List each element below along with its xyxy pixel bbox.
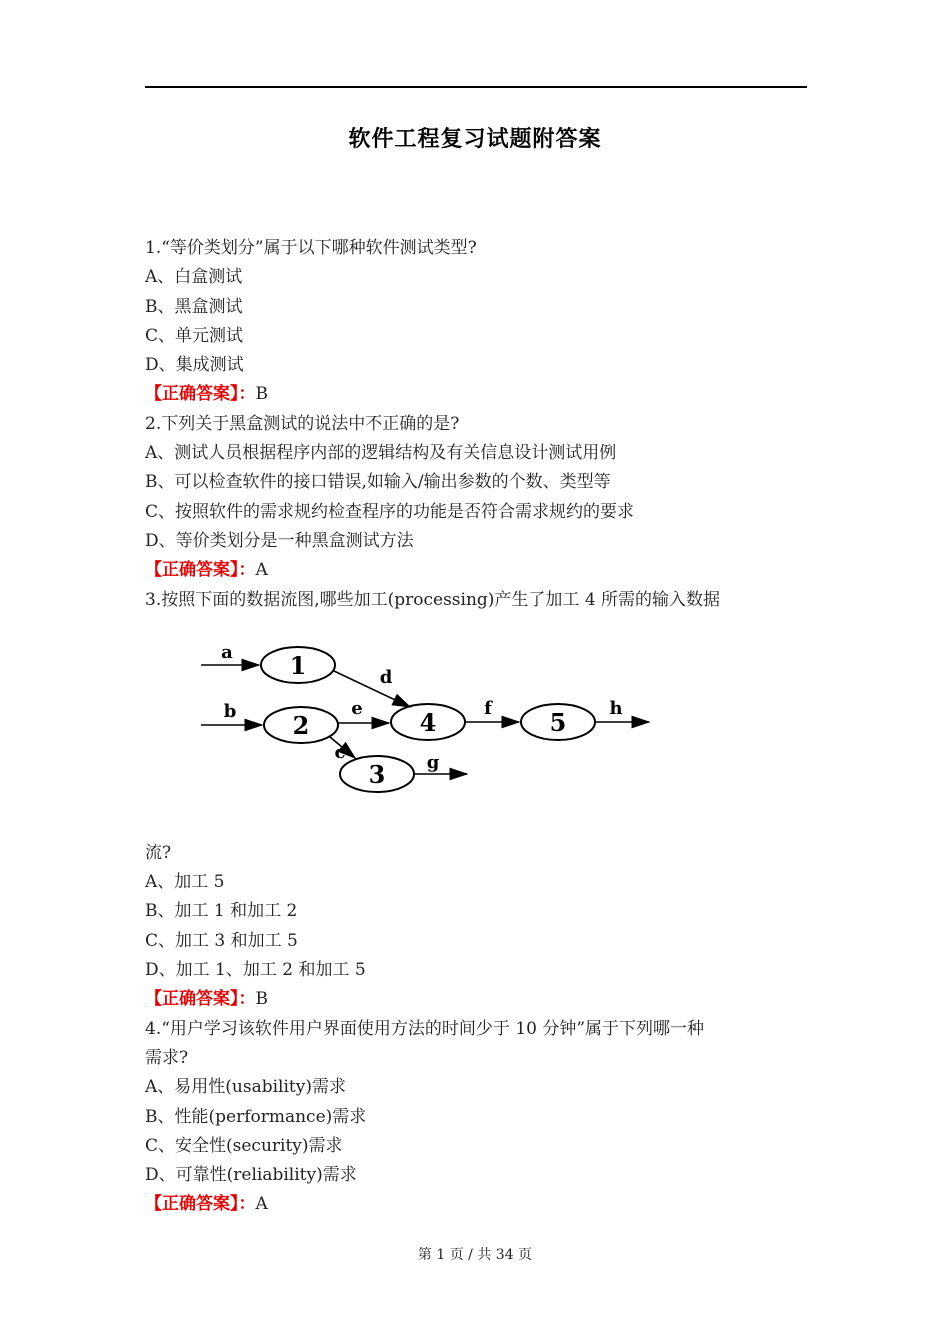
- process-node-5: [521, 704, 595, 740]
- answer-label: 【正确答案】：: [145, 384, 256, 405]
- question-2-option-a: A、测试人员根据程序内部的逻辑结构及有关信息设计测试用例: [145, 443, 617, 464]
- header-rule: [145, 86, 807, 88]
- process-node-4: [391, 704, 465, 740]
- question-3-option-b: B、加工 1 和加工 2: [145, 901, 298, 922]
- answer-value: B: [255, 989, 268, 1010]
- question-3-stem: 3.按照下面的数据流图,哪些加工(processing)产生了加工 4 所需的输入数据: [145, 589, 721, 610]
- question-1-stem: 1.“等价类划分”属于以下哪种软件测试类型?: [145, 238, 477, 258]
- question-4-stem: 4.“用户学习该软件用户界面使用方法的时间少于 10 分钟”属于下列哪一种: [145, 1018, 705, 1039]
- flow-a-label: a: [221, 641, 233, 663]
- question-3-stem-cont: 流?: [145, 842, 172, 863]
- flow-e-label: e: [351, 697, 363, 719]
- flow-b-label: b: [223, 700, 237, 722]
- flow-d-arrow: [334, 671, 410, 707]
- process-node-1: [261, 647, 335, 683]
- question-3-option-a: A、加工 5: [145, 872, 225, 893]
- answer-label: 【正确答案】：: [145, 560, 256, 581]
- question-4-option-c: C、安全性(security)需求: [145, 1135, 343, 1156]
- question-list: [145, 234, 807, 1220]
- process-node-2: [264, 707, 338, 743]
- question-4-option-b: B、性能(performance)需求: [145, 1106, 367, 1127]
- flow-c-label: c: [334, 741, 346, 763]
- question-3-answer: [145, 985, 807, 1014]
- question-2-stem: 2.下列关于黑盒测试的说法中不正确的是?: [145, 413, 460, 434]
- flow-g-label: g: [426, 751, 440, 773]
- question-4-option-a: A、易用性(usability)需求: [145, 1077, 346, 1098]
- question-4-answer: [145, 1190, 807, 1219]
- process-node-5-label: 5: [549, 707, 567, 737]
- question-4-stem-cont: 需求?: [145, 1047, 189, 1068]
- question-1-answer: [145, 380, 807, 409]
- answer-value: A: [255, 1194, 268, 1215]
- data-flow-diagram: [145, 615, 807, 839]
- flow-d-label: d: [379, 666, 393, 688]
- question-1-option-c: C、单元测试: [145, 325, 244, 346]
- flow-h-label: h: [609, 697, 623, 719]
- process-node-3: [340, 756, 414, 792]
- question-1-option-a: A、白盒测试: [145, 267, 243, 288]
- question-3-option-d: D、加工 1、加工 2 和加工 5: [145, 960, 366, 981]
- question-1-option-b: B、黑盒测试: [145, 296, 243, 317]
- answer-label: 【正确答案】：: [145, 1194, 256, 1215]
- answer-value: A: [255, 560, 268, 581]
- question-2-option-b: B、可以检查软件的接口错误,如输入/输出参数的个数、类型等: [145, 472, 611, 493]
- answer-value: B: [255, 384, 268, 405]
- question-2-option-c: C、按照软件的需求规约检查程序的功能是否符合需求规约的要求: [145, 501, 635, 522]
- answer-label: 【正确答案】：: [145, 989, 256, 1010]
- question-1-option-d: D、集成测试: [145, 355, 244, 376]
- document-title: 软件工程复习试题附答案: [348, 127, 602, 152]
- flow-f-label: f: [484, 697, 492, 719]
- question-3-option-c: C、加工 3 和加工 5: [145, 930, 298, 951]
- process-node-1-label: 1: [289, 650, 307, 680]
- question-2-option-d: D、等价类划分是一种黑盒测试方法: [145, 530, 414, 551]
- process-node-2-label: 2: [292, 710, 310, 740]
- process-node-4-label: 4: [419, 707, 437, 737]
- page-footer: 第 1 页 / 共 34 页: [417, 1247, 533, 1263]
- question-4-option-d: D、可靠性(reliability)需求: [145, 1165, 357, 1186]
- question-2-answer: [145, 556, 807, 585]
- process-node-3-label: 3: [368, 759, 386, 789]
